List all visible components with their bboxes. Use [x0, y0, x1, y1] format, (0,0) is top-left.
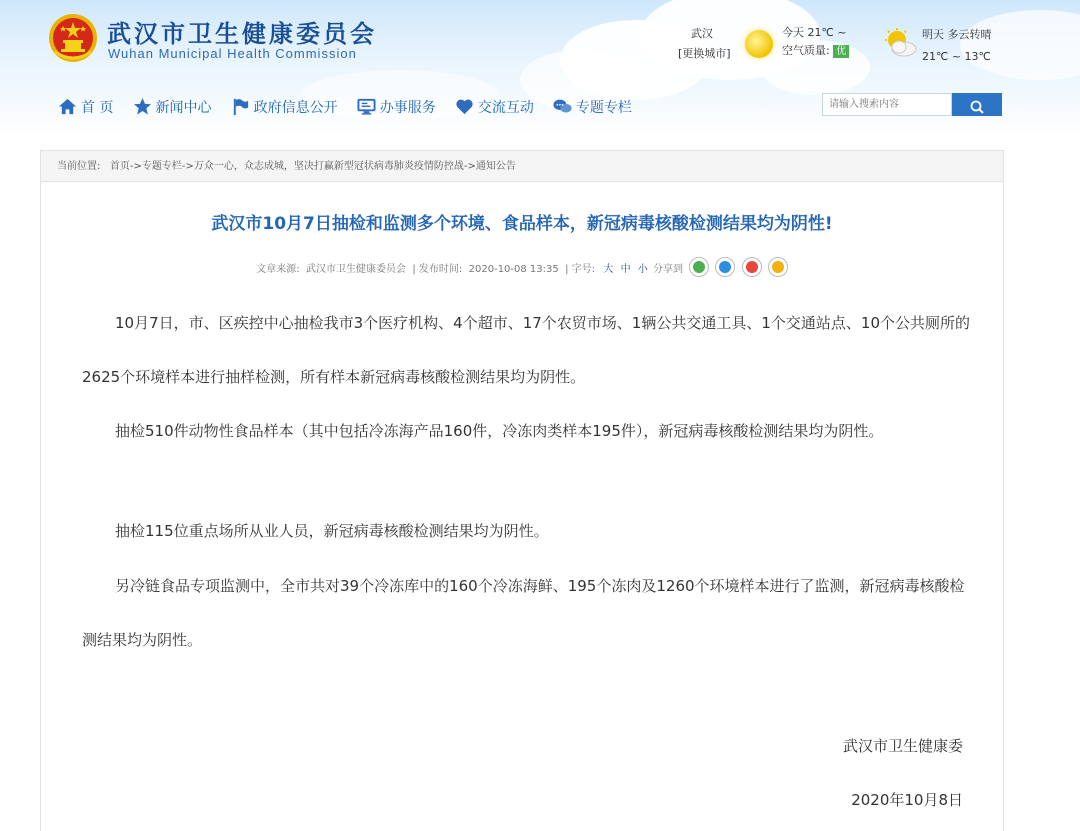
today-temp: 今天 21℃ ~ [782, 26, 847, 39]
heart-icon [455, 97, 474, 116]
article-paragraph [82, 504, 972, 558]
tomorrow-forecast: 明天 多云转晴 [922, 28, 992, 41]
nav-item-home[interactable] [58, 97, 113, 117]
home-icon [58, 97, 77, 116]
share-qzone-button[interactable] [768, 257, 788, 277]
article-source: 武汉市卫生健康委员会 [306, 264, 406, 275]
search-button[interactable] [952, 93, 1002, 116]
wechat-icon [693, 261, 705, 273]
weather-today [782, 24, 849, 60]
site-name[interactable]: 武汉市卫生健康委员会 [107, 20, 377, 48]
nav-label: 首 页 [81, 99, 114, 116]
paragraph-text: 10月7日，市、区疾控中心抽检我市3个医疗机构、4个超市、17个农贸市场、1辆公共交通工具、1个交通站点、10个公共厕所的2625个环境样本进行抽样检测，所有样本新冠病毒核酸检测结果均为阴性。 [82, 314, 970, 386]
nav-item-services[interactable] [357, 97, 436, 117]
article-container [40, 150, 1004, 831]
main-nav [58, 96, 646, 120]
nav-label: 专题专栏 [575, 99, 632, 116]
font-size-label: | 字号: [565, 264, 596, 275]
article-title: 武汉市10月7日抽检和监测多个环境、食品样本，新冠病毒核酸检测结果均为阴性! [211, 214, 833, 234]
article-paragraph [82, 296, 972, 404]
source-label: 文章来源: [256, 264, 300, 275]
qzone-star-icon [772, 261, 784, 273]
national-emblem-icon[interactable] [47, 12, 99, 64]
air-quality-label: 空气质量: [782, 44, 830, 57]
weather-city [678, 24, 731, 64]
city-name: 武汉 [691, 27, 713, 40]
font-size-small[interactable]: 小 [637, 264, 648, 275]
change-city-link[interactable]: [更换城市] [678, 47, 731, 60]
weibo-icon [746, 261, 758, 273]
paragraph-text: 抽检115位重点场所从业人员，新冠病毒核酸检测结果均为阴性。 [115, 522, 549, 540]
sunny-icon [745, 30, 773, 58]
nav-item-interaction[interactable] [455, 97, 534, 117]
share-weibo-button[interactable] [742, 257, 762, 277]
share-wechat-button[interactable] [689, 257, 709, 277]
monitor-icon [357, 97, 376, 116]
star-icon [133, 97, 152, 116]
nav-label: 新闻中心 [155, 99, 212, 116]
chat-icon [553, 97, 572, 116]
article-paragraph [82, 404, 972, 458]
air-quality-badge: 优 [833, 45, 849, 58]
flag-icon [231, 97, 250, 116]
article-sign-date: 2020年10月8日 [851, 791, 963, 809]
article-signature: 武汉市卫生健康委 [842, 737, 963, 755]
search-input[interactable] [822, 93, 952, 116]
paragraph-text: 另冷链食品专项监测中，全市共对39个冷冻库中的160个冷冻海鲜、195个冻肉及1260个环境样本进行了监测，新冠病毒核酸检测结果均为阴性。 [82, 577, 965, 649]
article-meta [41, 257, 1003, 277]
paragraph-text: 抽检510件动物性食品样本（其中包括冷冻海产品160件，冷冻肉类样本195件），新冠病毒核酸检测结果均为阴性。 [115, 422, 884, 440]
date-label: | 发布时间: [412, 264, 463, 275]
nav-label: 政府信息公开 [253, 99, 338, 116]
publish-date: 2020-10-08 13:35 [468, 264, 559, 275]
weather-tomorrow [922, 24, 992, 68]
nav-label: 办事服务 [379, 99, 436, 116]
breadcrumb-path[interactable]: 首页->专题专栏->万众一心，众志成城，坚决打赢新型冠状病毒肺炎疫情防控战->通知公告 [109, 161, 516, 172]
nav-label: 交流互动 [477, 99, 534, 116]
site-header [0, 0, 1080, 135]
cloudy-sunny-icon [884, 28, 918, 58]
font-size-medium[interactable]: 中 [620, 264, 631, 275]
nav-item-gov-info[interactable] [231, 97, 338, 117]
tomorrow-temp: 21℃ ~ 13℃ [922, 50, 991, 63]
share-label: 分享到 [652, 264, 683, 275]
share-qq-button[interactable] [715, 257, 735, 277]
qq-icon [719, 261, 731, 273]
search-icon [970, 100, 984, 114]
article-paragraph [82, 559, 972, 667]
site-name-english: Wuhan Municipal Health Commission [108, 46, 357, 61]
breadcrumb [41, 151, 1003, 182]
breadcrumb-label: 当前位置: [57, 161, 101, 172]
font-size-large[interactable]: 大 [603, 264, 614, 275]
nav-item-news[interactable] [133, 97, 212, 117]
nav-item-topics[interactable] [553, 97, 632, 117]
